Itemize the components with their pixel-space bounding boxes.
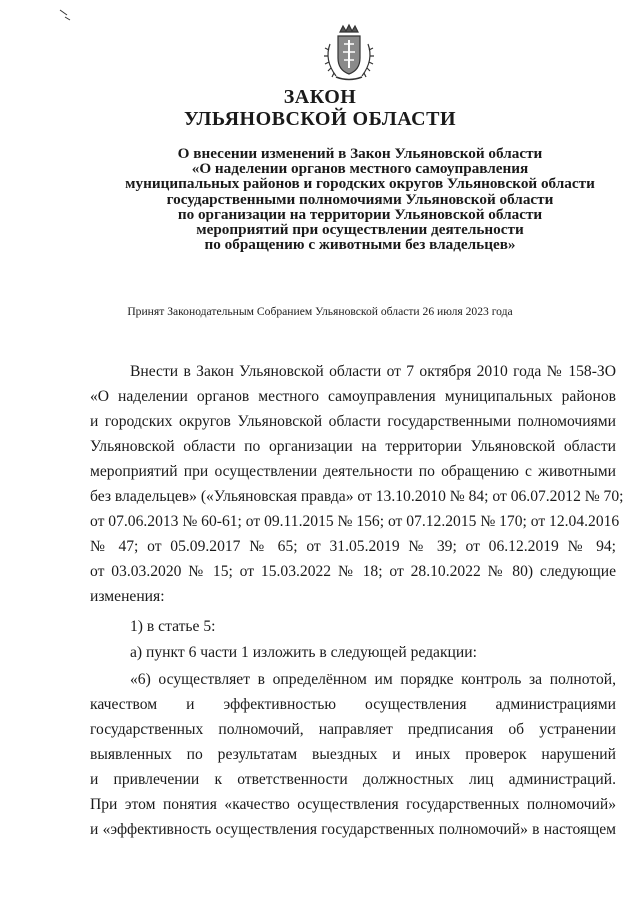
law-subject [80,146,640,252]
body-line: от 03.03.2020 № 15; от 15.03.2022 № 18; от 28.10.2022 № 80) следующие [90,563,616,580]
quoted-line: и привлечении к ответственности должностных лиц администраций. [90,771,616,788]
scan-mark-icon [58,8,72,22]
body-line: «О наделении органов местного самоуправления муниципальных районов [90,388,616,405]
subject-line: по обращению с животными без владельцев» [204,236,516,254]
quoted-line: государственных полномочий, направляет предписания об устранении [90,721,616,738]
body-line: № 47; от 05.09.2017 № 65; от 31.05.2019 № 39; от 06.12.2019 № 94; [90,538,616,555]
body-line: мероприятий при осуществлении деятельности по обращению с животными [90,463,616,480]
body-line: Ульяновской области по организации на территории Ульяновской области [90,438,616,455]
subject-line: государственными полномочиями Ульяновской области [166,190,554,208]
law-title: ЗАКОН [283,86,357,108]
body-line: и городских округов Ульяновской области государственными полномочиями [90,413,616,430]
subject-line: О внесении изменений в Закон Ульяновской области [177,145,543,162]
coat-of-arms-icon [318,22,380,84]
quoted-line: При этом понятия «качество осуществления государственных полномочий» [90,796,616,813]
subject-line: муниципальных районов и городских округов Ульяновской области [125,175,595,193]
body-line: изменения: [90,588,165,605]
quoted-line: «6) осуществляет в определённом им порядке контроль за полнотой, [130,671,616,688]
adoption-note: Принят Законодательным Собранием Ульяновской области 26 июля 2023 года [127,305,513,318]
law-body [90,362,624,862]
body-line: Внести в Закон Ульяновской области от 7 октября 2010 года № 158-ЗО [130,363,616,380]
quoted-line: и «эффективность осуществления государственных полномочий» в настоящем [90,821,616,838]
quoted-line: качеством и эффективностью осуществления администрациями [90,696,616,713]
body-line: от 07.06.2013 № 60-61; от 09.11.2015 № 156; от 07.12.2015 № 170; от 12.04.2016 [90,513,620,530]
quoted-line: выявленных по результатам выездных и иных проверок нарушений [90,746,616,763]
article-item: 1) в статье 5: [130,618,216,635]
law-region-title: УЛЬЯНОВСКОЙ ОБЛАСТИ [183,108,457,130]
body-line: без владельцев» («Ульяновская правда» от 13.10.2010 № 84; от 06.07.2012 № 70; [90,488,624,505]
subject-line: по организации на территории Ульяновской области [177,205,543,223]
subject-line: мероприятий при осуществлении деятельности [196,220,524,238]
subject-line: «О наделении органов местного самоуправления [191,160,529,178]
article-subitem: а) пункт 6 части 1 изложить в следующей редакции: [130,644,477,661]
